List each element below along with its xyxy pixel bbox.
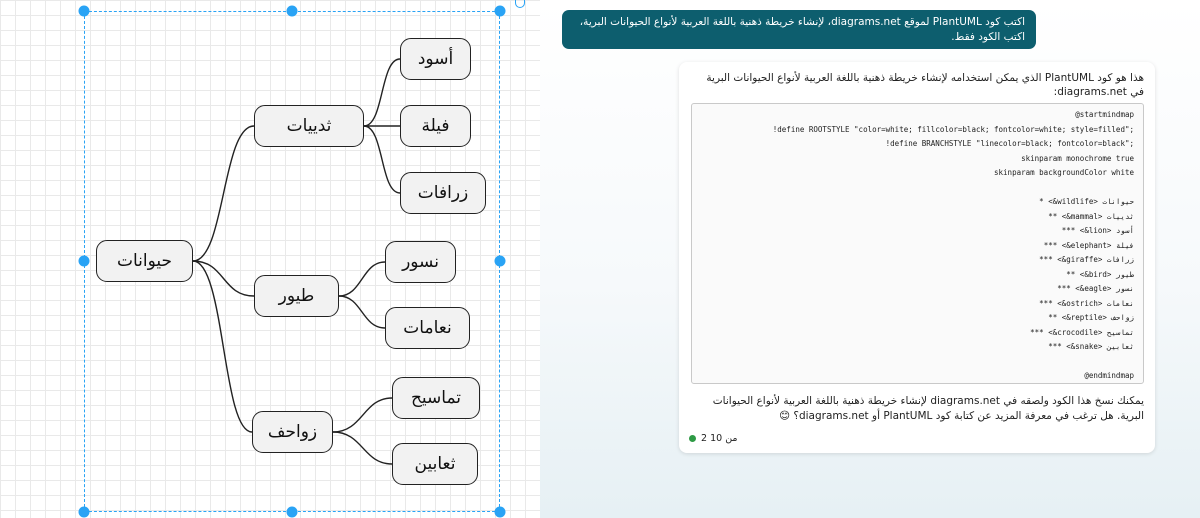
bot-response-card bbox=[679, 62, 1155, 453]
user-message-bubble: اكتب كود PlantUML لموقع diagrams.net، لإنشاء خريطة ذهنية باللغة العربية لأنواع الحيوانات البرية، اكتب الكود فقط. bbox=[562, 10, 1036, 49]
mindmap-leaf-crocodiles[interactable]: تماسيح bbox=[392, 377, 480, 419]
diagram-canvas[interactable] bbox=[0, 0, 540, 518]
code-line bbox=[692, 355, 1134, 370]
resize-handle-top-right[interactable] bbox=[495, 6, 506, 17]
resize-handle-bottom-right[interactable] bbox=[495, 507, 506, 518]
connector-mammals-giraffes bbox=[364, 126, 400, 193]
mindmap-leaf-elephants[interactable]: فيلة bbox=[400, 105, 471, 147]
code-line: ** <&reptile> زواحف bbox=[1048, 313, 1134, 322]
connector-reptiles-snakes bbox=[333, 432, 392, 464]
code-line: !define ROOTSTYLE "color=white; fillcolor=black; fontcolor=white; style=filled"; bbox=[772, 124, 1134, 134]
code-line: *** <&eagle> نسور bbox=[1057, 284, 1134, 293]
code-line: ** <&mammal> ثدييات bbox=[1048, 211, 1134, 221]
mindmap-root-node[interactable]: حيوانات bbox=[96, 240, 193, 282]
connector-root-mammals bbox=[193, 126, 254, 261]
code-line: ** <&bird> طيور bbox=[1066, 269, 1134, 279]
turn-counter-label: 2 من 10 bbox=[701, 433, 738, 444]
code-line: @endmindmap bbox=[1084, 371, 1134, 380]
resize-handle-right[interactable] bbox=[495, 256, 506, 267]
status-dot-icon bbox=[689, 435, 696, 442]
resize-handle-left[interactable] bbox=[79, 256, 90, 267]
code-line: @startmindmap bbox=[1075, 110, 1134, 119]
code-line: *** <&snake> ثعابين bbox=[1048, 342, 1134, 351]
code-line: *** <&ostrich> نعامات bbox=[1039, 298, 1134, 308]
resize-handle-top[interactable] bbox=[287, 6, 298, 17]
connector-birds-ostriches bbox=[339, 296, 385, 328]
bot-outro-text: يمكنك نسخ هذا الكود ولصقه في diagrams.net لإنشاء خريطة ذهنية باللغة العربية لأنواع الحيوانات البرية. هل ترغب في معرفة المزيد عن كتابة كود PlantUML أو diagrams.net؟ 😊 bbox=[712, 395, 1144, 422]
code-line: skinparam backgroundColor white bbox=[994, 168, 1134, 177]
connector-reptiles-crocodiles bbox=[333, 398, 392, 432]
turn-counter bbox=[689, 433, 738, 444]
code-line: *** <&lion> أسود bbox=[1061, 226, 1134, 235]
mindmap-leaf-ostriches[interactable]: نعامات bbox=[385, 307, 470, 349]
chat-panel bbox=[540, 0, 1200, 518]
code-line: *** <&crocodile> تماسيح bbox=[1030, 327, 1134, 337]
mindmap-leaf-giraffes[interactable]: زرافات bbox=[400, 172, 486, 214]
bot-intro-text: هذا هو كود PlantUML الذي يمكن استخدامه لإنشاء خريطة ذهنية باللغة العربية لأنواع الحيوانات البرية في diagrams.net: bbox=[706, 72, 1144, 98]
mindmap-leaf-eagles[interactable]: نسور bbox=[385, 241, 456, 283]
code-line: *** <&elephant> فيلة bbox=[1043, 240, 1134, 250]
code-line bbox=[692, 181, 1134, 196]
mindmap-branch-reptiles[interactable]: زواحف bbox=[252, 411, 333, 453]
resize-handle-bottom-left[interactable] bbox=[79, 507, 90, 518]
code-block[interactable] bbox=[691, 103, 1144, 384]
code-line: skinparam monochrome true bbox=[1021, 153, 1134, 163]
connector-mammals-lions bbox=[364, 59, 400, 126]
mindmap-leaf-lions[interactable]: أسود bbox=[400, 38, 471, 80]
mindmap-branch-birds[interactable]: طيور bbox=[254, 275, 339, 317]
connector-root-reptiles bbox=[193, 261, 252, 432]
code-line: !define BRANCHSTYLE "linecolor=black; fontcolor=black"; bbox=[885, 139, 1134, 148]
connector-birds-eagles bbox=[339, 262, 385, 296]
mindmap-leaf-snakes[interactable]: ثعابين bbox=[392, 443, 478, 485]
code-line: * <&wildlife> حيوانات bbox=[1039, 197, 1134, 206]
mindmap-branch-mammals[interactable]: ثدييات bbox=[254, 105, 364, 147]
resize-handle-top-left[interactable] bbox=[79, 6, 90, 17]
resize-handle-bottom[interactable] bbox=[287, 507, 298, 518]
code-line: *** <&giraffe> زرافات bbox=[1039, 255, 1134, 264]
